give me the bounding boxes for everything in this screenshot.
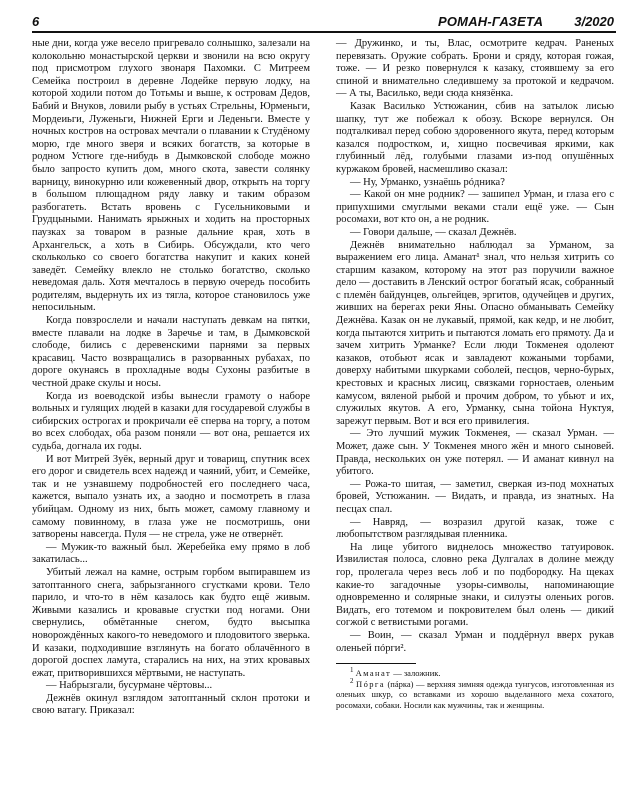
paragraph: На лице убитого виднелось множество татуировок. Извилистая полоса, словно река Дулгалах в долине между гор, пролегала через весь лоб и по подбородку. На щеках какие-то загадочные узоры-символы, напоминающие одновременно и солярные знаки, и силуэты оленьих рогов. Видать, его тотемом и покровителем был олень — дикий согжой с ветвистыми рогами.: [336, 541, 614, 629]
paragraph: ные дни, когда уже весело пригревало солнышко, залезали на колокольню монастырской церкви и звонили на всю округу под присмотром глухого звонаря Пахомки. С Митреем Семейка построил в деревне Лодейке первую лодку, на которой ходили потом до Тотьмы и выше, к островам Дедов, Бабий и Внуков, ловили рыбу в устьях Стрельны, Юрменьги, Мордеиьги, Луженьги, Нижней Ерги и Леденьги. Вместе у ночных костров на островах мечтали о плавании к Студёному морю, где много зверя и всяких богатств, за которые в родном Устюге где-нибудь в Дымковской слободе можно было запросто купить дом, много скота, завести солянку варницу, винокурню или кожевенный двор, открыть на торгу в большом плющадном ряду лавку и таким образом разбогатеть. Встать вровень с Гусельниковыми и Грудцыными. Нанимать ярыжных и ходить на просторных паузках за товаром в разные дальние края, хоть в Архангельск, а хоть в Сибирь. Обсуждали, кто чего скольколько со своего богатства накупит и каких коней заведёт. Семейку влекло не столько богатство, сколько неведомая даль. Хотя мечталось в первую очередь пособить родителям, выдернуть их из тягла, которое становилось уже непосильным.: [32, 38, 310, 314]
footnote: [336, 676, 615, 711]
page-header: [32, 12, 616, 32]
paragraph: Казак Василько Устюжанин, сбив на затылок лисью шапку, тут же побежал к обозу. Вскоре вернулся. Он подталкивал перед собою здоровенного якута, перед которым казался подростком, и, хищно посвечивая яркими, как глубинный лёд, голубыми глазами из-под опушённых куржаком бровей, насмешливо сказал:: [336, 100, 614, 175]
footnote: [336, 668, 614, 679]
footnote-text: — заложник.: [391, 668, 441, 679]
paragraph: Дежнёв окинул взглядом затоптанный склон протоки и свою ватагу. Приказал:: [32, 692, 310, 717]
paragraph: И вот Митрей Зуёк, верный друг и товарищ, спутник всех его дорог и свидетель всех надежд и чаяний, убит, и Семейке, так и не узнавшему подробностей его последнего часа, кажется, выпало узнать их, а заодно и посмотреть в глаза убийцам. Одному из них, быть может, самому главному и самому повинному, в глаза уже не посмотришь, они затворены навсегда. Пуля — не стрела, уже не отвернёт.: [32, 453, 310, 541]
footnotes: [336, 668, 614, 710]
paragraph: — Воин, — сказал Урман и поддёрнул вверх рукав оленьей пóрги².: [336, 629, 614, 654]
paragraph: — Рожа-то шитая, — заметил, сверкая из-под мохнатых бровей, Устюжанин. — Видать, и правда, из знатных. На песцах спал.: [336, 478, 614, 515]
right-column: [336, 38, 614, 710]
paragraph: — Мужик-то важный был. Жеребейка ему прямо в лоб закатилась...: [32, 541, 310, 566]
paragraph: — Навряд, — возразил другой казак, тоже с любопытством разглядывая пленника.: [336, 516, 614, 541]
magazine-title: РОМАН-ГАЗЕТА: [438, 14, 544, 29]
paragraph: — Говори дальше, — сказал Дежнёв.: [350, 226, 517, 238]
paragraph: Дежнёв внимательно наблюдал за Урманом, за выражением его лица. Аманат¹ знал, что нельзя хитрить со старшим казаком, которому на этот раз поручили важное дело — доставить в Ленский острог богатый ясак, собранный с племён байдунцев, ольгейцев, эргитов, одучейцев и других, живших на берегах реки Яны. Опасно обманывать Семейку Дежнёва. Казак он не лукавый, прямой, как кедр, и не любит, когда пытаются хитрить и пытаются ломать его прямоту. Да и зачем хитрить Урманке? Если люди Токменея одолеют казаков, отобьют ясак и завладеют кожаными торбами, доверху набитыми шкурками соболей, песцов, черно-бурых, крестовых и красных лисиц, связками горностаев, оленьим камусом, вяленой рыбой и прочим добром, то убьют и их, служилых якутов. А его, Урманку, сына тойона Нуктуя, зарежут первым. Вот и вся его привилегия.: [336, 239, 614, 427]
paragraph: Убитый лежал на камне, острым горбом выпиравшем из затоптанного снега, забрызганного сгустками крови. Тело парило, и что-то в нём казалось как будто ещё живым. Живыми казались и кровавые сгустки под ногами. Они свернулись, обмётанные снегом, будто высыпка новорождённых какого-то неведомого и плодовитого зверька. И казаки, подходившие взглянуть на богато облачённого в дорогой доспех ламута, старались на них, на этих кровавых ежат, притворившихся мёртвыми, не наступать.: [32, 566, 310, 679]
issue-number: 3/2020: [574, 14, 614, 29]
paragraph: Когда повзрослели и начали наступать девкам на пятки, вместе плавали на лодке в Заречье и там, в Дымковской слободе, бились с деревенскими парнями за первых красавиц. Часто возвращались в разорванных рубахах, по дороге окунаясь в прохладные воды Сухоны разбитые в честной драке скулы и носы.: [32, 315, 310, 390]
page-number: 6: [32, 14, 40, 29]
paragraph: — Набрызгали, бусурмане чёртовы...: [46, 680, 213, 692]
header-rule: [32, 31, 616, 33]
footnote-term: Пóрга: [356, 678, 385, 689]
left-column: [32, 38, 310, 718]
footnote-marker: 2: [350, 676, 354, 685]
paragraph: — Дружинко, и ты, Влас, осмотрите кедрач. Раненых перевязать. Оружие собрать. Брони и сряду, которая гожая, тоже. — И резко повернулся к казаку, стоявшему за его спиной и внимательно следившему за протокой и кедрачом. — А ты, Василько, веди сюда князёнка.: [336, 38, 614, 100]
paragraph: Когда из воеводской избы вынесли грамоту о наборе вольных и гулящих людей в казаки для государевой службы в сибирских острогах и прокричали её сперва на торгу, а потом во всех слободах, оба разом поняли — вот она, решается их судьба, догнала их годы.: [32, 390, 310, 452]
footnote-marker: 1: [350, 666, 354, 675]
footnote-term: Аманат: [355, 668, 392, 679]
footnote-text: (пáрка) — верхняя зимняя одежда тунгусов, изготовленная из оленьих шкур, со вставками из хорошо выделанного меха сохатого, росомахи, собаки. Носили как мужчины, так и женщины.: [336, 678, 615, 710]
paragraph: — Ну, Урманко, узнаёшь рóдника?: [350, 176, 505, 188]
footnote-rule: [336, 663, 416, 664]
paragraph: — Это лучший мужик Токменея, — сказал Урман. — Может, даже сын. У Токменея много жён и много сыновей. Правда, нескольких он уже потерял. — И аманат кивнул на убитого.: [336, 428, 614, 478]
paragraph: — Какой он мне родник? — зашипел Урман, и глаза его с припухшими смуглыми веками стали ещё уже. — Сын росомахи, вот кто он, а не родник.: [336, 189, 614, 226]
